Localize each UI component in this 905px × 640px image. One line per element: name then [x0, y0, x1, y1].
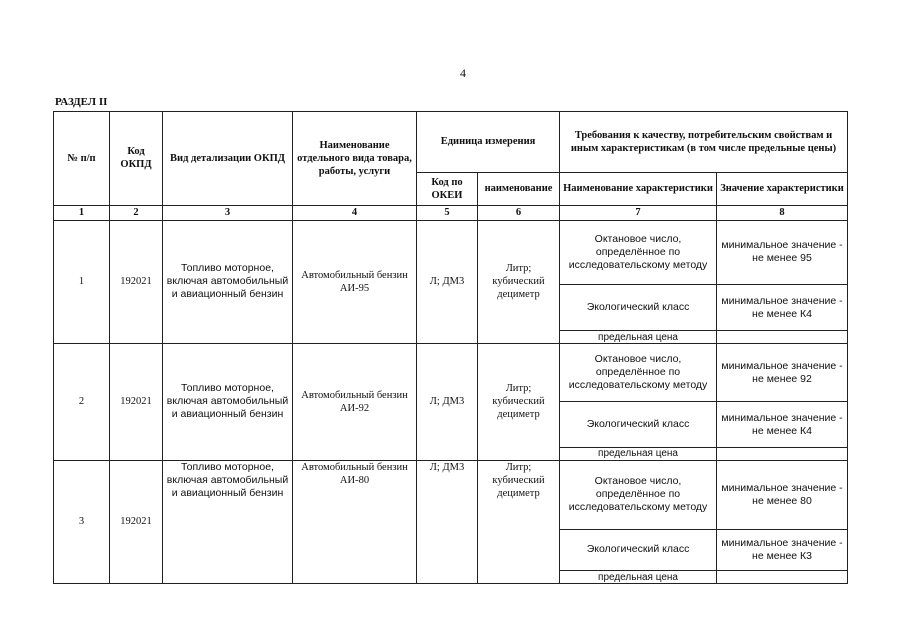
header-unit-group: Единица измерения	[417, 112, 560, 173]
char-name: Экологический класс	[560, 285, 717, 331]
char-value: минимальное значение - не менее 95	[717, 220, 848, 285]
char-value: минимальное значение - не менее К4	[717, 285, 848, 331]
header-name: Наименование отдельного вида товара, работы, услуги	[293, 112, 417, 206]
column-number-row	[54, 205, 848, 220]
col-number: 7	[560, 205, 717, 220]
row-detail: Топливо моторное, включая автомобильный и авиационный бензин	[163, 343, 293, 460]
col-number: 4	[293, 205, 417, 220]
spec-table	[53, 111, 848, 584]
row-name: Автомобильный бензин АИ-92	[293, 343, 417, 460]
row-detail: Топливо моторное, включая автомобильный и авиационный бензин	[163, 460, 293, 583]
header-num: № п/п	[54, 112, 110, 206]
row-num: 1	[54, 220, 110, 343]
row-okei: Л; ДМ3	[417, 220, 478, 343]
row-unit: Литр; кубический дециметр	[478, 220, 560, 343]
col-number: 5	[417, 205, 478, 220]
row-num: 2	[54, 343, 110, 460]
header-char-value: Значение характеристики	[717, 172, 848, 205]
table-row	[54, 460, 848, 529]
col-number: 1	[54, 205, 110, 220]
row-name: Автомобильный бензин АИ-80	[293, 460, 417, 583]
col-number: 3	[163, 205, 293, 220]
row-okei: Л; ДМ3	[417, 343, 478, 460]
row-unit: Литр; кубический дециметр	[478, 343, 560, 460]
row-num: 3	[54, 460, 110, 583]
char-value	[717, 571, 848, 584]
col-number: 6	[478, 205, 560, 220]
row-unit: Литр; кубический дециметр	[478, 460, 560, 583]
char-name: Октановое число, определённое по исследовательскому методу	[560, 460, 717, 529]
header-char-name: Наименование характеристики	[560, 172, 717, 205]
char-value	[717, 331, 848, 344]
row-name: Автомобильный бензин АИ-95	[293, 220, 417, 343]
char-value: минимальное значение - не менее К3	[717, 529, 848, 571]
char-name: предельная цена	[560, 571, 717, 584]
char-value: минимальное значение - не менее К4	[717, 402, 848, 448]
char-value: минимальное значение - не менее 92	[717, 343, 848, 401]
char-name: Октановое число, определённое по исследовательскому методу	[560, 220, 717, 285]
char-name: Октановое число, определённое по исследовательскому методу	[560, 343, 717, 401]
header-okpd-code: Код ОКПД	[110, 112, 163, 206]
char-value: минимальное значение - не менее 80	[717, 460, 848, 529]
row-okei: Л; ДМ3	[417, 460, 478, 583]
page-number: 4	[460, 66, 466, 80]
header-okpd-detail: Вид детализации ОКПД	[163, 112, 293, 206]
row-code: 192021	[110, 343, 163, 460]
char-name: предельная цена	[560, 448, 717, 461]
header-unit-name: наименование	[478, 172, 560, 205]
table-row	[54, 343, 848, 401]
row-code: 192021	[110, 460, 163, 583]
col-number: 8	[717, 205, 848, 220]
section-title: РАЗДЕЛ II	[55, 96, 108, 108]
row-code: 192021	[110, 220, 163, 343]
char-name: предельная цена	[560, 331, 717, 344]
table-row	[54, 220, 848, 285]
row-detail: Топливо моторное, включая автомобильный и авиационный бензин	[163, 220, 293, 343]
char-name: Экологический класс	[560, 402, 717, 448]
char-name: Экологический класс	[560, 529, 717, 571]
col-number: 2	[110, 205, 163, 220]
header-okei-code: Код по ОКЕИ	[417, 172, 478, 205]
char-value	[717, 448, 848, 461]
header-req-group: Требования к качеству, потребительским свойствам и иным характеристикам (в том числе предельные цены)	[560, 112, 848, 173]
